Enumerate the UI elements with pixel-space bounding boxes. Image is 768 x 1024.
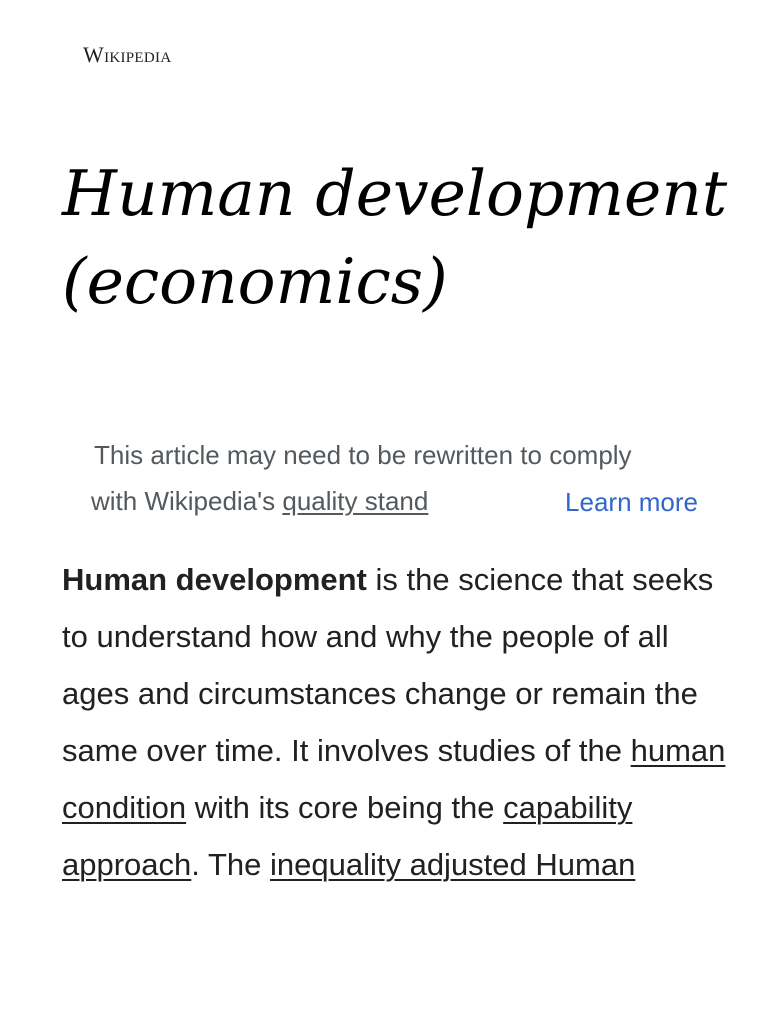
inequality-adjusted-hdi-link[interactable]: inequality adjusted Human: [269, 847, 636, 882]
article-lead-paragraph: [62, 551, 742, 893]
learn-more-link[interactable]: Learn more: [565, 487, 698, 517]
page-title: [62, 150, 752, 326]
rewrite-notice: [62, 428, 706, 522]
wikipedia-wordmark[interactable]: Wikipedia: [83, 42, 172, 67]
capability-approach-link[interactable]: capability approach: [62, 790, 633, 882]
human-condition-link[interactable]: human condition: [62, 733, 726, 825]
page-title-line1: Human development: [62, 157, 728, 230]
body-text-2: with its core being the: [186, 790, 504, 825]
bold-term: Human development: [62, 562, 367, 597]
body-text-3: . The: [191, 847, 270, 882]
quality-standards-link[interactable]: quality stand: [282, 486, 429, 516]
body-text-1: is the science that seeks to understand how and why the people of all ages and circumstances change or remain the same over time. It involves studies of the: [62, 562, 714, 768]
notice-line1: This article may need to be rewritten to comply: [94, 440, 632, 470]
page-title-line2: (economics): [62, 245, 448, 318]
notice-line2-prefix: with Wikipedia's: [91, 486, 283, 516]
